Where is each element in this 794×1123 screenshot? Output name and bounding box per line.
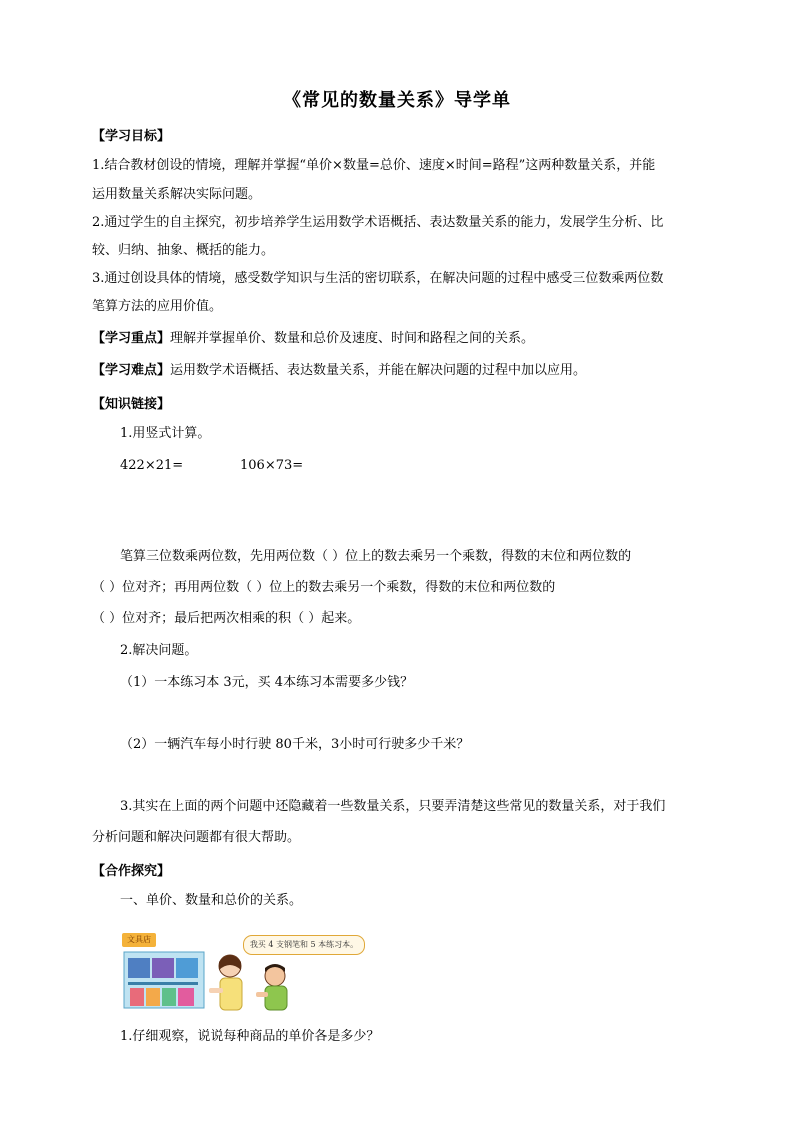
link-q3-line-2: 分析问题和解决问题都有很大帮助。 [92, 830, 301, 845]
fill-line-2: （ ）位对齐；再用两位数（ ）位上的数去乘另一个乘数，得数的末位和两位数的 [92, 580, 556, 595]
speech-bubble: 我买 4 支钢笔和 5 本练习本。 [243, 935, 365, 955]
calc-2: 106×73= [240, 458, 304, 473]
key-point [92, 329, 534, 349]
goal-1-line-1: 1.结合教材创设的情境，理解并掌握“单价×数量=总价、速度×时间=路程”这两种数量关系，并能 [92, 158, 656, 173]
explore-part-1: 一、单价、数量和总价的关系。 [120, 893, 303, 908]
link-q2b: （2）一辆汽车每小时行驶 80千米，3小时可行驶多少千米？ [120, 737, 470, 752]
fill-line-1: 笔算三位数乘两位数，先用两位数（ ）位上的数去乘另一个乘数，得数的末位和两位数的 [120, 549, 632, 564]
goal-3-line-1: 3.通过创设具体的情境，感受数学知识与生活的密切联系，在解决问题的过程中感受三位数乘两位数 [92, 271, 664, 286]
difficulty [92, 361, 586, 381]
explore-heading: 【合作探究】 [92, 864, 171, 879]
link-q1: 1.用竖式计算。 [120, 426, 211, 441]
difficulty-text: 运用数学术语概括、表达数量关系，并能在解决问题的过程中加以应用。 [170, 363, 587, 378]
link-heading: 【知识链接】 [92, 397, 171, 412]
goal-3-line-2: 笔算方法的应用价值。 [92, 299, 223, 314]
store-sign: 文具店 [122, 933, 156, 947]
difficulty-label: 【学习难点】 [92, 363, 171, 378]
calc-1: 422×21= [120, 458, 184, 473]
key-point-label: 【学习重点】 [92, 331, 171, 346]
goal-1-line-2: 运用数量关系解决实际问题。 [92, 187, 262, 202]
link-q2a: （1）一本练习本 3元，买 4本练习本需要多少钱？ [120, 675, 414, 690]
goal-2-line-2: 较、归纳、抽象、概括的能力。 [92, 243, 275, 258]
key-point-text: 理解并掌握单价、数量和总价及速度、时间和路程之间的关系。 [170, 331, 535, 346]
goals-heading: 【学习目标】 [92, 129, 171, 144]
fill-line-3: （ ）位对齐；最后把两次相乘的积（ ）起来。 [92, 611, 361, 626]
explore-q1: 1.仔细观察，说说每种商品的单价各是多少？ [120, 1029, 380, 1044]
goal-2-line-1: 2.通过学生的自主探究，初步培养学生运用数学术语概括、表达数量关系的能力，发展学生分析、比 [92, 215, 664, 230]
link-q2: 2.解决问题。 [120, 643, 198, 658]
link-q3-line-1: 3.其实在上面的两个问题中还隐藏着一些数量关系，只要弄清楚这些常见的数量关系，对于我们 [120, 799, 666, 814]
page-title: 《常见的数量关系》导学单 [283, 90, 511, 111]
